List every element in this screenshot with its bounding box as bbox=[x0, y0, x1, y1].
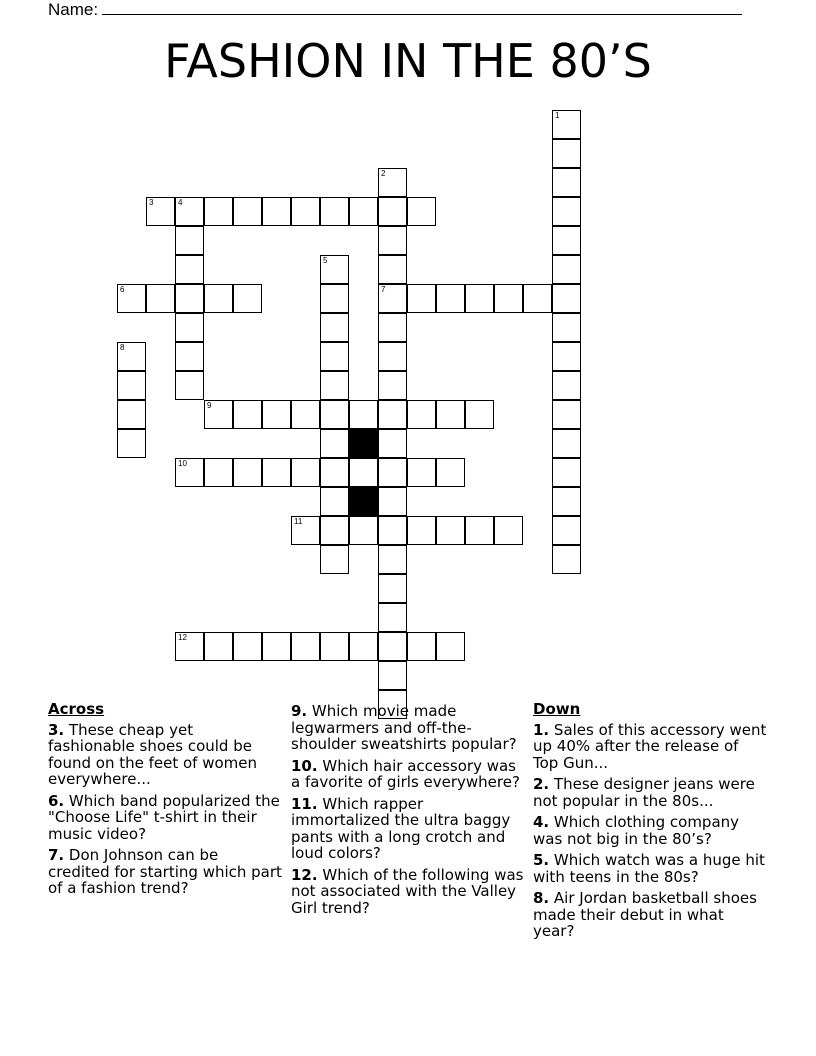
grid-cell[interactable] bbox=[378, 661, 407, 690]
clue-number: 2 bbox=[381, 169, 386, 178]
grid-cell[interactable] bbox=[378, 603, 407, 632]
grid-cell[interactable] bbox=[465, 284, 494, 313]
grid-cell[interactable] bbox=[378, 632, 407, 661]
grid-cell[interactable] bbox=[349, 197, 378, 226]
down-clue-2: 2. These designer jeans were not popular in the 80s... bbox=[533, 775, 755, 810]
across-clue-6: 6. Which band popularized the "Choose Life" t-shirt in their music video? bbox=[48, 791, 280, 843]
grid-cell[interactable] bbox=[378, 545, 407, 574]
grid-cell[interactable] bbox=[378, 168, 407, 197]
across-clue-11: 11. Which rapper immortalized the ultra baggy pants with a long crotch and loud colors? bbox=[291, 794, 511, 862]
grid-cell[interactable] bbox=[175, 313, 204, 342]
grid-cell[interactable] bbox=[465, 516, 494, 545]
grid-cell[interactable] bbox=[552, 110, 581, 139]
grid-cell[interactable] bbox=[349, 400, 378, 429]
clue-number: 5 bbox=[323, 256, 328, 265]
down-clue-8: 8. Air Jordan basketball shoes made their debut in what year? bbox=[533, 889, 757, 940]
grid-cell[interactable] bbox=[407, 632, 436, 661]
grid-cell[interactable] bbox=[465, 400, 494, 429]
grid-cell[interactable] bbox=[233, 197, 262, 226]
grid-cell[interactable] bbox=[320, 371, 349, 400]
grid-cell[interactable] bbox=[552, 400, 581, 429]
grid-cell[interactable] bbox=[320, 632, 349, 661]
grid-cell[interactable] bbox=[378, 487, 407, 516]
grid-cell[interactable] bbox=[552, 168, 581, 197]
grid-cell[interactable] bbox=[117, 371, 146, 400]
grid-cell[interactable] bbox=[552, 284, 581, 313]
grid-cell[interactable] bbox=[378, 516, 407, 545]
across-clue-10: 10. Which hair accessory was a favorite of girls everywhere? bbox=[291, 756, 520, 791]
grid-cell[interactable] bbox=[204, 458, 233, 487]
grid-cell[interactable] bbox=[117, 342, 146, 371]
grid-cell[interactable] bbox=[494, 516, 523, 545]
grid-cell[interactable] bbox=[552, 255, 581, 284]
grid-cell[interactable] bbox=[204, 400, 233, 429]
grid-cell[interactable] bbox=[378, 400, 407, 429]
grid-cell[interactable] bbox=[175, 255, 204, 284]
clue-number: 11 bbox=[294, 517, 303, 526]
grid-cell[interactable] bbox=[436, 516, 465, 545]
grid-cell[interactable] bbox=[291, 458, 320, 487]
across-clues-column-2 bbox=[291, 703, 526, 921]
down-clue-4: 4. Which clothing company was not big in the 80’s? bbox=[533, 813, 740, 848]
grid-cell[interactable] bbox=[320, 313, 349, 342]
grid-cell[interactable] bbox=[378, 255, 407, 284]
grid-cell[interactable] bbox=[378, 226, 407, 255]
grid-cell[interactable] bbox=[552, 516, 581, 545]
name-underline[interactable] bbox=[102, 0, 742, 15]
grid-cell[interactable] bbox=[552, 197, 581, 226]
grid-cell[interactable] bbox=[349, 516, 378, 545]
grid-block bbox=[349, 429, 378, 458]
across-clue-7: 7. Don Johnson can be credited for starting which part of a fashion trend? bbox=[48, 846, 282, 897]
grid-cell[interactable] bbox=[378, 313, 407, 342]
grid-cell[interactable] bbox=[378, 458, 407, 487]
across-clue-12: 12. Which of the following was not associated with the Valley Girl trend? bbox=[291, 865, 524, 917]
grid-cell[interactable] bbox=[291, 197, 320, 226]
grid-cell[interactable] bbox=[436, 400, 465, 429]
grid-cell[interactable] bbox=[436, 284, 465, 313]
grid-cell[interactable] bbox=[175, 226, 204, 255]
grid-cell[interactable] bbox=[117, 284, 146, 313]
grid-cell[interactable] bbox=[320, 400, 349, 429]
clue-number: 7 bbox=[381, 285, 386, 294]
grid-cell[interactable] bbox=[436, 458, 465, 487]
grid-cell[interactable] bbox=[175, 284, 204, 313]
grid-cell[interactable] bbox=[320, 487, 349, 516]
grid-cell[interactable] bbox=[378, 197, 407, 226]
grid-cell[interactable] bbox=[320, 197, 349, 226]
grid-cell[interactable] bbox=[552, 313, 581, 342]
grid-block bbox=[349, 487, 378, 516]
grid-cell[interactable] bbox=[552, 545, 581, 574]
grid-cell[interactable] bbox=[175, 458, 204, 487]
grid-cell[interactable] bbox=[233, 458, 262, 487]
grid-cell[interactable] bbox=[407, 458, 436, 487]
across-clue-9: 9. Which movie made legwarmers and off-the-shoulder sweatshirts popular? bbox=[291, 702, 517, 753]
grid-cell[interactable] bbox=[320, 516, 349, 545]
grid-cell[interactable] bbox=[494, 284, 523, 313]
clue-number: 9 bbox=[207, 401, 212, 410]
grid-cell[interactable] bbox=[378, 284, 407, 313]
grid-cell[interactable] bbox=[320, 255, 349, 284]
across-clues-column-1 bbox=[48, 701, 283, 902]
clue-number: 12 bbox=[178, 633, 187, 642]
clue-number: 4 bbox=[178, 198, 183, 207]
grid-cell[interactable] bbox=[320, 284, 349, 313]
grid-cell[interactable] bbox=[378, 342, 407, 371]
grid-cell[interactable] bbox=[204, 284, 233, 313]
grid-cell[interactable] bbox=[117, 400, 146, 429]
grid-cell[interactable] bbox=[291, 632, 320, 661]
clue-number: 1 bbox=[555, 111, 560, 120]
grid-cell[interactable] bbox=[378, 371, 407, 400]
grid-cell[interactable] bbox=[407, 284, 436, 313]
grid-cell[interactable] bbox=[262, 458, 291, 487]
grid-cell[interactable] bbox=[204, 197, 233, 226]
grid-cell[interactable] bbox=[233, 400, 262, 429]
grid-cell[interactable] bbox=[436, 632, 465, 661]
grid-cell[interactable] bbox=[552, 371, 581, 400]
page-title: FASHION IN THE 80’S bbox=[164, 34, 652, 88]
grid-cell[interactable] bbox=[349, 632, 378, 661]
grid-cell[interactable] bbox=[320, 342, 349, 371]
grid-cell[interactable] bbox=[175, 197, 204, 226]
grid-cell[interactable] bbox=[204, 632, 233, 661]
name-label: Name: bbox=[48, 0, 99, 19]
down-heading: Down bbox=[533, 700, 581, 718]
grid-cell[interactable] bbox=[320, 429, 349, 458]
clue-number: 8 bbox=[120, 343, 125, 352]
across-heading: Across bbox=[48, 700, 105, 718]
grid-cell[interactable] bbox=[262, 400, 291, 429]
grid-cell[interactable] bbox=[552, 429, 581, 458]
grid-cell[interactable] bbox=[146, 197, 175, 226]
grid-cell[interactable] bbox=[291, 516, 320, 545]
grid-cell[interactable] bbox=[552, 139, 581, 168]
grid-cell[interactable] bbox=[552, 487, 581, 516]
down-clues-column bbox=[533, 701, 768, 945]
grid-cell[interactable] bbox=[175, 371, 204, 400]
grid-cell[interactable] bbox=[378, 574, 407, 603]
down-clue-5: 5. Which watch was a huge hit with teens in the 80s? bbox=[533, 851, 765, 886]
grid-cell[interactable] bbox=[146, 284, 175, 313]
grid-cell[interactable] bbox=[378, 429, 407, 458]
grid-cell[interactable] bbox=[320, 545, 349, 574]
grid-cell[interactable] bbox=[552, 226, 581, 255]
across-clue-3: 3. These cheap yet fashionable shoes could be found on the feet of women everywhere... bbox=[48, 720, 258, 788]
grid-cell[interactable] bbox=[233, 632, 262, 661]
grid-cell[interactable] bbox=[291, 400, 320, 429]
grid-cell[interactable] bbox=[233, 284, 262, 313]
down-clue-1: 1. Sales of this accessory went up 40% after the release of Top Gun... bbox=[533, 720, 767, 772]
grid-cell[interactable] bbox=[407, 197, 436, 226]
grid-cell[interactable] bbox=[262, 632, 291, 661]
clue-number: 10 bbox=[178, 459, 187, 468]
grid-cell[interactable] bbox=[523, 284, 552, 313]
grid-cell[interactable] bbox=[320, 458, 349, 487]
grid-cell[interactable] bbox=[349, 458, 378, 487]
clue-number: 6 bbox=[120, 285, 125, 294]
grid-cell[interactable] bbox=[117, 429, 146, 458]
grid-cell[interactable] bbox=[262, 197, 291, 226]
clue-number: 3 bbox=[149, 198, 154, 207]
name-field[interactable] bbox=[48, 0, 742, 20]
grid-cell[interactable] bbox=[175, 632, 204, 661]
grid-cell[interactable] bbox=[552, 342, 581, 371]
grid-cell[interactable] bbox=[407, 400, 436, 429]
grid-cell[interactable] bbox=[552, 458, 581, 487]
grid-cell[interactable] bbox=[175, 342, 204, 371]
grid-cell[interactable] bbox=[407, 516, 436, 545]
